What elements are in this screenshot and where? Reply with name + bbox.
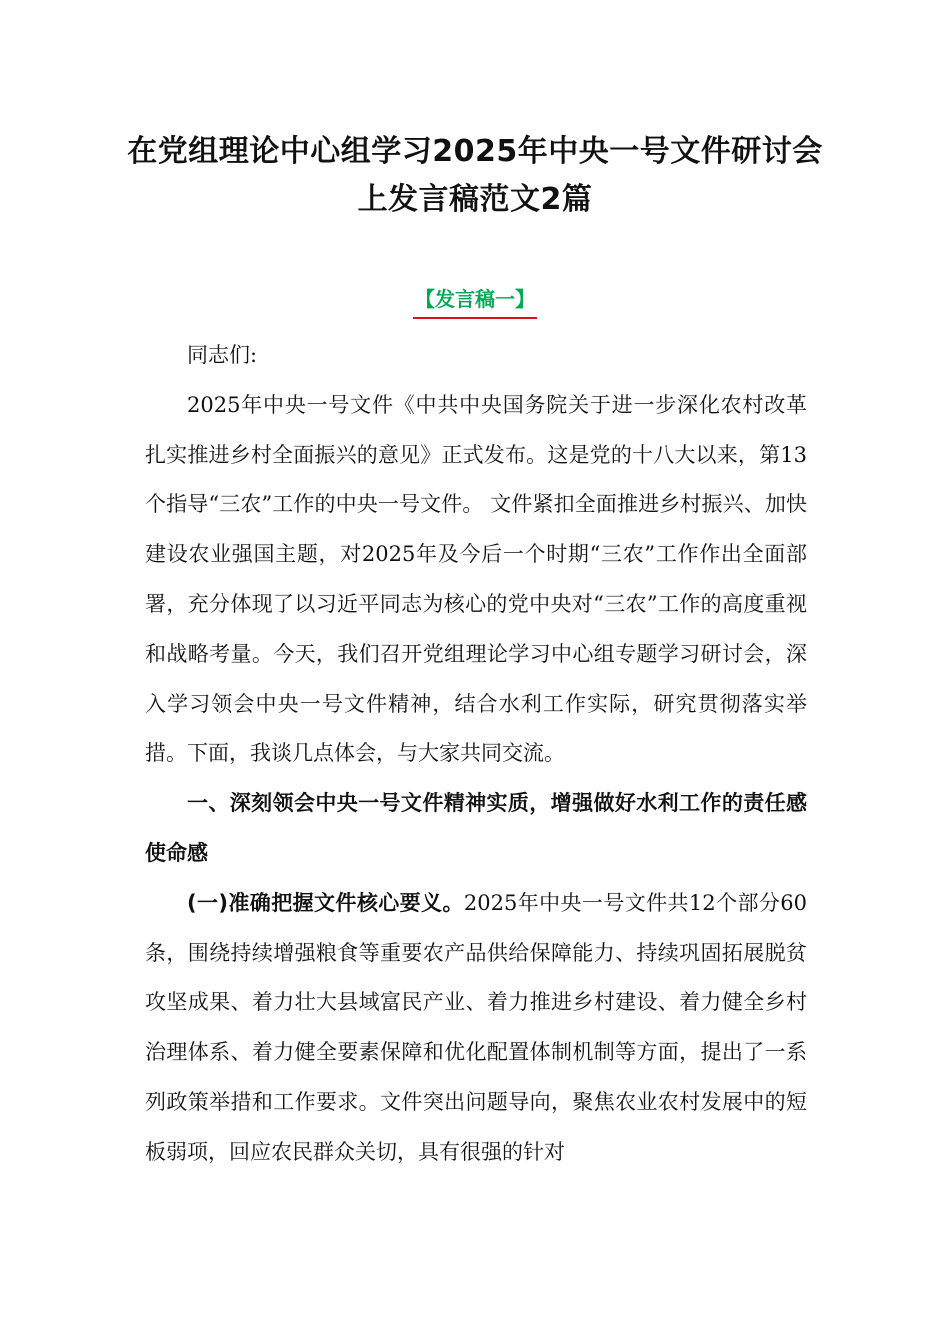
document-title-line-2: 上发言稿范文2篇 xyxy=(357,182,593,217)
subsection-paragraph-1 xyxy=(145,879,807,1178)
document-title xyxy=(120,128,830,224)
section-marker xyxy=(0,282,950,319)
document-title-line-1: 在党组理论中心组学习2025年中央一号文件研讨会 xyxy=(127,134,823,169)
section-heading-1: 一、深刻领会中央一号文件精神实质，增强做好水利工作的责任感使命感 xyxy=(145,791,807,865)
section-marker-label: 【发言稿一】 xyxy=(413,282,537,319)
subsection-text-1: 2025年中央一号文件共12个部分60条，围绕持续增强粮食等重要农产品供给保障能力、持续巩固拓展脱贫攻坚成果、着力壮大县域富民产业、着力推进乡村建设、着力健全乡村治理体系、着力健全要素保障和优化配置体制机制等方面，提出了一系列政策举措和工作要求。文件突出问题导向，聚焦农业农村发展中的短板弱项，回应农民群众关切，具有很强的针对 xyxy=(145,890,807,1164)
intro-paragraph: 2025年中央一号文件《中共中央国务院关于进一步深化农村改革扎实推进乡村全面振兴的意见》正式发布。这是党的十八大以来，第13个指导“三农”工作的中央一号文件。 文件紧扣全面推进乡村振兴、加快建设农业强国主题，对2025年及今后一个时期“三农”工作作出全面部署，充分体现了以习近平同志为核心的党中央对“三农”工作的高度重视和战略考量。今天，我们召开党组理论学习中心组专题学习研讨会，深入学习领会中央一号文件精神，结合水利工作实际，研究贯彻落实举措。下面，我谈几点体会，与大家共同交流。 xyxy=(145,392,807,766)
salutation: 同志们: xyxy=(187,343,258,367)
document-body xyxy=(145,331,807,1178)
subsection-lead-1: (一)准确把握文件核心要义。 xyxy=(187,890,464,915)
